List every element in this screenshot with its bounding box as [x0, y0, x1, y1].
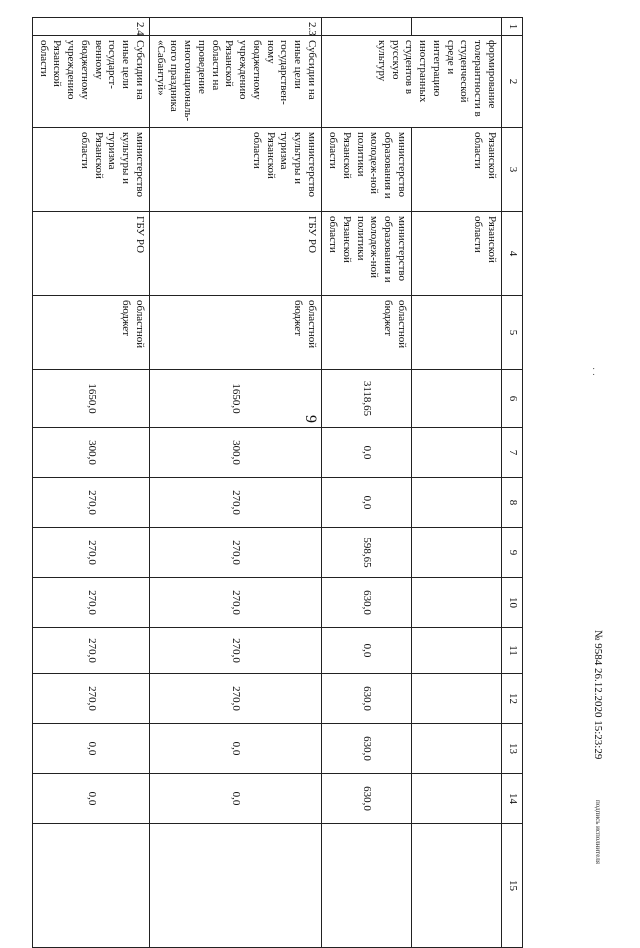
budget-table-container — [37, 17, 523, 897]
table-row — [322, 18, 412, 948]
cell-value: 630,0 — [322, 674, 412, 724]
col-header: 14 — [502, 774, 523, 824]
cell-value: 270,0 — [150, 628, 322, 674]
cell-number — [412, 18, 502, 36]
budget-table — [32, 17, 523, 948]
page-number: 9 — [302, 415, 319, 423]
col-header: 5 — [502, 296, 523, 370]
cell-value: 0,0 — [150, 774, 322, 824]
cell-executor: министерство культуры и туризма Рязанской области — [150, 128, 322, 212]
cell-value: 630,0 — [322, 578, 412, 628]
cell-note — [412, 824, 502, 948]
signature-stamp: подпись исполнителя — [594, 800, 602, 865]
cell-executor: министерство образования и молодеж-ной политики Рязанской области — [322, 128, 412, 212]
col-header: 12 — [502, 674, 523, 724]
cell-number: 2.4 — [33, 18, 150, 36]
cell-value: 0,0 — [33, 724, 150, 774]
col-header: 6 — [502, 370, 523, 428]
cell-recipient: ГБУ РО — [150, 212, 322, 296]
cell-value — [412, 628, 502, 674]
cell-value: 270,0 — [150, 478, 322, 528]
cell-number: 2.3 — [150, 18, 322, 36]
cell-value — [412, 724, 502, 774]
cell-recipient: Рязанской области — [412, 212, 502, 296]
cell-note — [322, 824, 412, 948]
cell-value: 630,0 — [322, 774, 412, 824]
col-header: 10 — [502, 578, 523, 628]
cell-source: областной бюджет — [150, 296, 322, 370]
col-header: 7 — [502, 428, 523, 478]
col-header: 3 — [502, 128, 523, 212]
cell-number — [322, 18, 412, 36]
col-header: 2 — [502, 36, 523, 128]
col-header: 15 — [502, 824, 523, 948]
cell-value — [412, 528, 502, 578]
cell-value — [412, 578, 502, 628]
cell-value: 270,0 — [33, 578, 150, 628]
cell-name: Субсидии на иные цели государст-венному бюджетному учреждению Рязанской области — [33, 36, 150, 128]
table-row — [412, 18, 502, 948]
table-row — [150, 18, 322, 948]
table-row — [33, 18, 150, 948]
header-row — [502, 18, 523, 948]
cell-name: формирование толерантности в студенческой среде и интеграцию иностранных студентов в русскую культуру — [322, 36, 502, 128]
cell-value: 1650,0 — [150, 370, 322, 428]
cell-value: 270,0 — [33, 628, 150, 674]
cell-source: областной бюджет — [33, 296, 150, 370]
cell-recipient: ГБУ РО — [33, 212, 150, 296]
col-header: 4 — [502, 212, 523, 296]
cell-value: 0,0 — [322, 628, 412, 674]
cell-executor: Рязанской области — [412, 128, 502, 212]
cell-value: 270,0 — [150, 528, 322, 578]
cell-executor: министерство культуры и туризма Рязанской области — [33, 128, 150, 212]
cell-value: 270,0 — [33, 674, 150, 724]
cell-value — [412, 674, 502, 724]
cell-note — [33, 824, 150, 948]
col-header: 13 — [502, 724, 523, 774]
cell-value: 300,0 — [33, 428, 150, 478]
cell-value: 0,0 — [322, 478, 412, 528]
cell-value — [412, 370, 502, 428]
cell-value: 300,0 — [150, 428, 322, 478]
cell-value: 630,0 — [322, 724, 412, 774]
col-header: 8 — [502, 478, 523, 528]
col-header: 9 — [502, 528, 523, 578]
cell-value: 3118,65 — [322, 370, 412, 428]
cell-name: Субсидии на иные цели государствен-ному бюджетному учреждению Рязанской области на проведение многонациональ-ного праздника «Сабантуй» — [150, 36, 322, 128]
col-header: 11 — [502, 628, 523, 674]
margin-mark: · · — [587, 366, 599, 377]
cell-value — [412, 428, 502, 478]
cell-source — [412, 296, 502, 370]
cell-value: 0,0 — [322, 428, 412, 478]
col-header: 1 — [502, 18, 523, 36]
cell-value — [412, 774, 502, 824]
cell-value: 270,0 — [150, 578, 322, 628]
cell-value: 0,0 — [33, 774, 150, 824]
cell-value — [412, 478, 502, 528]
cell-source: областной бюджет — [322, 296, 412, 370]
cell-value: 270,0 — [33, 478, 150, 528]
cell-value: 270,0 — [33, 528, 150, 578]
cell-value: 1650,0 — [33, 370, 150, 428]
cell-value: 0,0 — [150, 724, 322, 774]
cell-value: 270,0 — [150, 674, 322, 724]
document-footer: № 9584 26.12.2020 15:23:29 — [592, 630, 604, 760]
cell-note — [150, 824, 322, 948]
cell-recipient: министерство образования и молодеж-ной политики Рязанской области — [322, 212, 412, 296]
cell-value: 598,65 — [322, 528, 412, 578]
